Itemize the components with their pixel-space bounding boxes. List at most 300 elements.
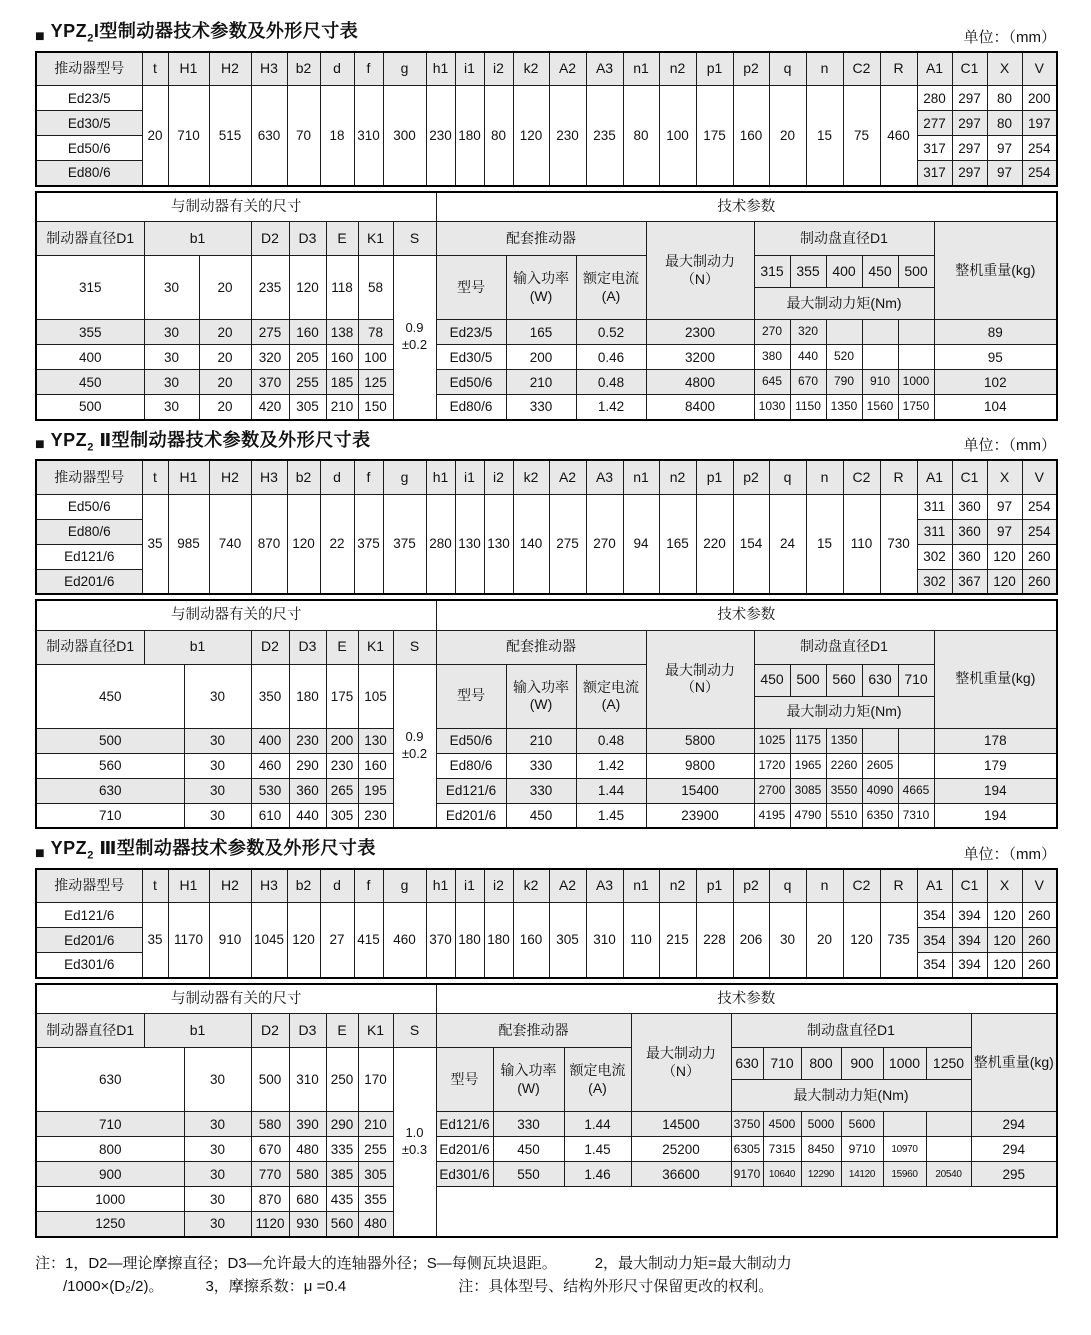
dim-value-cell: 460 [251, 753, 289, 778]
torque-cell: 14120 [841, 1162, 883, 1187]
shared-value-cell: 180 [455, 86, 484, 186]
column-header: A1 [917, 869, 952, 903]
column-header: H3 [251, 869, 287, 903]
dim-value-cell: 205 [289, 345, 326, 370]
model-cell: Ed80/6 [36, 161, 142, 186]
column-header: k2 [513, 52, 549, 86]
b1-cell: 30 [144, 345, 199, 370]
acxv-cell: 120 [987, 569, 1022, 594]
left-band-header: 与制动器有关的尺寸 [36, 984, 436, 1014]
b1-cell: 30 [184, 753, 251, 778]
acxv-cell: 260 [1022, 903, 1057, 928]
model-cell: Ed50/6 [36, 494, 142, 519]
header-line: ±0.2 [401, 337, 428, 353]
d1-cell: 710 [36, 803, 184, 828]
spec-header-row [36, 222, 1057, 256]
dim-value-cell: 160 [326, 345, 358, 370]
title-brand: YPZ [50, 21, 88, 41]
dim-value-cell: 420 [251, 395, 289, 420]
max-torque-header: 最大制动力矩(Nm) [754, 696, 934, 728]
shared-value-cell: 305 [549, 903, 586, 978]
shared-value-cell: 375 [354, 494, 383, 594]
note-text: 2，最大制动力矩=最大制动力 [594, 1254, 792, 1272]
d1-cell: 630 [36, 1048, 184, 1112]
force-cell: 5800 [646, 728, 754, 753]
section-header [35, 22, 1056, 45]
column-header: k2 [513, 460, 549, 494]
b1-cell: 30 [144, 320, 199, 345]
acxv-cell: 394 [952, 928, 987, 953]
torque-cell [898, 345, 934, 370]
torque-cell [898, 728, 934, 753]
column-header: i1 [455, 869, 484, 903]
acxv-cell: 354 [917, 928, 952, 953]
weight-header: 整机重量(kg) [971, 1014, 1057, 1112]
dim-value-cell: 870 [251, 1187, 289, 1212]
shared-value-cell: 20 [769, 86, 806, 186]
rated-current-header [576, 664, 646, 728]
column-header: C2 [843, 869, 880, 903]
note-text: 注：1，D2—理论摩擦直径；D3—允许最大的连轴器外径；S—每侧瓦块退距。 [35, 1254, 557, 1272]
column-header: b2 [287, 460, 320, 494]
torque-cell: 4790 [790, 803, 826, 828]
acxv-cell: 317 [917, 136, 952, 161]
force-cell: 4800 [646, 370, 754, 395]
torque-cell [883, 1112, 926, 1137]
shared-value-cell: 275 [549, 494, 586, 594]
disc-diameter-value-header: 710 [763, 1048, 801, 1080]
disc-diameter-value-header: 560 [826, 664, 862, 696]
shared-value-cell: 230 [426, 86, 455, 186]
disc-diameter-header: 制动盘直径D1 [754, 222, 934, 256]
torque-cell: 10970 [883, 1137, 926, 1162]
d1-cell: 710 [36, 1112, 184, 1137]
first-data-row [36, 664, 1057, 696]
title-brand: YPZ [50, 838, 88, 859]
s-gap-value-cell [393, 664, 436, 828]
section-title [51, 22, 359, 45]
power-cell: 450 [493, 1137, 564, 1162]
acxv-cell: 302 [917, 544, 952, 569]
shared-value-cell: 175 [696, 86, 733, 186]
shared-value-cell: 130 [484, 494, 513, 594]
shared-value-cell: 180 [455, 903, 484, 978]
data-row [36, 728, 1057, 753]
dim-value-cell: 138 [326, 320, 358, 345]
torque-cell: 2700 [754, 778, 790, 803]
acxv-cell: 360 [952, 519, 987, 544]
dim-value-cell: 160 [358, 753, 393, 778]
header-line: (A) [601, 696, 621, 713]
column-header: n [806, 869, 843, 903]
disc-diameter-value-header: 500 [790, 664, 826, 696]
dim-value-cell: 58 [358, 256, 393, 320]
torque-cell: 270 [754, 320, 790, 345]
max-torque-header: 最大制动力矩(Nm) [731, 1080, 971, 1112]
b1-cell: 20 [199, 256, 251, 320]
torque-cell [898, 753, 934, 778]
section-title [51, 431, 371, 454]
current-cell: 0.46 [576, 345, 646, 370]
column-header: f [354, 460, 383, 494]
column-header: X [987, 460, 1022, 494]
acxv-cell: 297 [952, 86, 987, 111]
disc-diameter-value-header: 400 [826, 256, 862, 288]
current-cell: 1.44 [564, 1112, 631, 1137]
matching-pusher-header: 配套推动器 [436, 1014, 631, 1048]
torque-cell: 9170 [731, 1162, 763, 1187]
dim-value-cell: 170 [358, 1048, 393, 1112]
model-row [36, 86, 1057, 111]
acxv-cell: 297 [952, 136, 987, 161]
dim-value-cell: 105 [358, 664, 393, 728]
dim-value-cell: 185 [326, 370, 358, 395]
shared-value-cell: 15 [806, 86, 843, 186]
shared-value-cell: 1045 [251, 903, 287, 978]
column-header: t [142, 869, 168, 903]
spec-table [35, 191, 1058, 421]
torque-cell: 4500 [763, 1112, 801, 1137]
spec-table [35, 599, 1058, 829]
column-header: p1 [696, 460, 733, 494]
current-cell: 0.48 [576, 728, 646, 753]
model-cell: Ed80/6 [36, 519, 142, 544]
shared-value-cell: 70 [287, 86, 320, 186]
note-line-2 [35, 1275, 1056, 1298]
column-header: q [769, 52, 806, 86]
column-header: R [880, 869, 917, 903]
footer-notes [35, 1252, 1056, 1299]
dim-value-cell: 390 [289, 1112, 326, 1137]
column-header: H1 [168, 460, 209, 494]
shared-value-cell: 110 [843, 494, 880, 594]
torque-cell: 15960 [883, 1162, 926, 1187]
dim-value-cell: 200 [326, 728, 358, 753]
shared-value-cell: 94 [623, 494, 659, 594]
data-row [36, 370, 1057, 395]
torque-cell: 9710 [841, 1137, 883, 1162]
d1-cell: 450 [36, 370, 144, 395]
shared-value-cell: 985 [168, 494, 209, 594]
dim-value-cell: 290 [289, 753, 326, 778]
shared-value-cell: 415 [354, 903, 383, 978]
title-rest: I型制动器技术参数及外形尺寸表 [93, 21, 359, 41]
torque-cell: 7315 [763, 1137, 801, 1162]
title-subscript: 2 [87, 32, 94, 45]
column-header: C1 [952, 460, 987, 494]
header-line: (W) [517, 1079, 540, 1096]
column-header: i2 [484, 869, 513, 903]
torque-cell: 7310 [898, 803, 934, 828]
weight-cell: 194 [934, 778, 1057, 803]
current-cell: 1.44 [576, 778, 646, 803]
header-line: ±0.3 [401, 1142, 428, 1158]
pusher-model-cell: Ed201/6 [436, 1137, 493, 1162]
dim-value-cell: 480 [358, 1212, 393, 1237]
disc-diameter-value-header: 630 [862, 664, 898, 696]
dim-value-cell: 500 [251, 1048, 289, 1112]
dim-value-cell: 385 [326, 1162, 358, 1187]
section-bullet-icon: ■ [35, 436, 45, 454]
dim-value-cell: 255 [289, 370, 326, 395]
acxv-cell: 394 [952, 953, 987, 978]
pusher-model-cell: Ed301/6 [436, 1162, 493, 1187]
d1-cell: 800 [36, 1137, 184, 1162]
torque-cell: 380 [754, 345, 790, 370]
column-header: d [320, 460, 354, 494]
note-text: 3，摩擦系数：μ =0.4 [205, 1278, 347, 1296]
pusher-model-cell: Ed201/6 [436, 803, 506, 828]
disc-diameter-header: 制动盘直径D1 [731, 1014, 971, 1048]
data-row [36, 1162, 1057, 1187]
shared-value-cell: 735 [880, 903, 917, 978]
disc-diameter-value-header: 710 [898, 664, 934, 696]
model-row [36, 903, 1057, 928]
torque-cell: 12290 [801, 1162, 841, 1187]
shared-value-cell: 215 [659, 903, 696, 978]
power-cell: 210 [506, 370, 576, 395]
column-header: A1 [917, 52, 952, 86]
power-cell: 330 [506, 778, 576, 803]
header-line: ±0.2 [401, 745, 428, 761]
column-header: H2 [209, 52, 251, 86]
d1-cell: 560 [36, 753, 184, 778]
torque-cell: 10640 [763, 1162, 801, 1187]
first-data-row [36, 1048, 1057, 1080]
shared-value-cell: 300 [383, 86, 426, 186]
b1-cell: 30 [144, 370, 199, 395]
column-header: A2 [549, 460, 586, 494]
shared-value-cell: 165 [659, 494, 696, 594]
shared-value-cell: 180 [484, 903, 513, 978]
d1-cell: 400 [36, 345, 144, 370]
table-body [36, 869, 1057, 978]
acxv-cell: 260 [1022, 928, 1057, 953]
torque-cell: 440 [790, 345, 826, 370]
acxv-cell: 277 [917, 111, 952, 136]
b1-cell: 20 [199, 370, 251, 395]
left-band-header: 与制动器有关的尺寸 [36, 600, 436, 630]
disc-diameter-header: 制动盘直径D1 [754, 630, 934, 664]
pusher-model-header: 型号 [436, 664, 506, 728]
pusher-model-cell: Ed23/5 [436, 320, 506, 345]
acxv-cell: 394 [952, 903, 987, 928]
column-header: q [769, 460, 806, 494]
shared-value-cell: 18 [320, 86, 354, 186]
dim-col-header: K1 [358, 1014, 393, 1048]
dim-value-cell: 230 [358, 803, 393, 828]
data-row [36, 1112, 1057, 1137]
b1-header: b1 [144, 630, 251, 664]
weight-cell: 294 [971, 1137, 1057, 1162]
shared-value-cell: 870 [251, 494, 287, 594]
torque-cell: 5000 [801, 1112, 841, 1137]
empty-region-cell [436, 1187, 1057, 1237]
column-header: A2 [549, 52, 586, 86]
column-header: n2 [659, 52, 696, 86]
torque-cell: 8450 [801, 1137, 841, 1162]
model-cell: Ed201/6 [36, 928, 142, 953]
header-line: 额定电流 [583, 270, 639, 287]
dim-value-cell: 310 [289, 1048, 326, 1112]
b1-cell: 30 [184, 1112, 251, 1137]
b1-cell: 30 [144, 256, 199, 320]
shared-value-cell: 24 [769, 494, 806, 594]
header-line: 1.0 [405, 1125, 424, 1141]
dim-value-cell: 180 [289, 664, 326, 728]
b1-cell: 30 [184, 778, 251, 803]
torque-cell: 4195 [754, 803, 790, 828]
shared-value-cell: 228 [696, 903, 733, 978]
column-header: A3 [586, 52, 623, 86]
dimensions-table [35, 51, 1058, 187]
acxv-cell: 302 [917, 569, 952, 594]
dim-value-cell: 210 [358, 1112, 393, 1137]
disc-diameter-value-header: 630 [731, 1048, 763, 1080]
dim-value-cell: 440 [289, 803, 326, 828]
dim-value-cell: 1120 [251, 1212, 289, 1237]
dimensions-table [35, 459, 1058, 595]
column-header: C1 [952, 869, 987, 903]
b1-header: b1 [144, 222, 251, 256]
column-header: V [1022, 52, 1057, 86]
acxv-cell: 254 [1022, 494, 1057, 519]
column-header: C1 [952, 52, 987, 86]
acxv-cell: 97 [987, 161, 1022, 186]
d1-cell: 500 [36, 728, 184, 753]
dimensions-table [35, 868, 1058, 979]
torque-cell: 1350 [826, 728, 862, 753]
header-line: 最大制动力 [646, 1045, 716, 1062]
torque-cell [826, 320, 862, 345]
header-line: 输入功率 [513, 270, 569, 287]
dim-col-header: D2 [251, 222, 289, 256]
torque-cell: 2605 [862, 753, 898, 778]
column-header: n2 [659, 460, 696, 494]
d1-cell: 1250 [36, 1212, 184, 1237]
shared-value-cell: 120 [287, 494, 320, 594]
header-line: 最大制动力 [665, 661, 735, 678]
torque-cell: 1000 [898, 370, 934, 395]
b1-cell: 30 [184, 1212, 251, 1237]
shared-value-cell: 460 [880, 86, 917, 186]
shared-value-cell: 740 [209, 494, 251, 594]
shared-value-cell: 80 [623, 86, 659, 186]
torque-cell: 670 [790, 370, 826, 395]
column-header: V [1022, 869, 1057, 903]
title-brand: YPZ [50, 429, 88, 450]
max-torque-header: 最大制动力矩(Nm) [754, 288, 934, 320]
force-cell: 8400 [646, 395, 754, 420]
brake-diameter-header: 制动器直径D1 [36, 222, 144, 256]
column-header: n2 [659, 869, 696, 903]
torque-cell: 2260 [826, 753, 862, 778]
acxv-cell: 80 [987, 86, 1022, 111]
b1-cell: 30 [184, 664, 251, 728]
header-line: 0.9 [405, 320, 424, 336]
model-cell: Ed121/6 [36, 544, 142, 569]
current-cell: 0.48 [576, 370, 646, 395]
dim-col-header: E [326, 222, 358, 256]
column-header: n1 [623, 52, 659, 86]
unit-label: 单位：（mm） [963, 845, 1056, 863]
torque-cell: 3750 [731, 1112, 763, 1137]
dim-value-cell: 610 [251, 803, 289, 828]
acxv-cell: 254 [1022, 136, 1057, 161]
disc-diameter-value-header: 450 [754, 664, 790, 696]
column-header: i1 [455, 460, 484, 494]
dim-col-header: E [326, 1014, 358, 1048]
shared-value-cell: 22 [320, 494, 354, 594]
acxv-cell: 354 [917, 953, 952, 978]
acxv-cell: 200 [1022, 86, 1057, 111]
dim-value-cell: 560 [326, 1212, 358, 1237]
dim-value-cell: 305 [289, 395, 326, 420]
dim-value-cell: 118 [326, 256, 358, 320]
dim-value-cell: 125 [358, 370, 393, 395]
model-cell: Ed30/5 [36, 111, 142, 136]
torque-cell [898, 320, 934, 345]
dim-value-cell: 670 [251, 1137, 289, 1162]
dim-value-cell: 210 [326, 395, 358, 420]
acxv-cell: 360 [952, 494, 987, 519]
shared-value-cell: 710 [168, 86, 209, 186]
d1-cell: 500 [36, 395, 144, 420]
current-cell: 1.42 [576, 395, 646, 420]
dim-value-cell: 230 [326, 753, 358, 778]
torque-cell: 1025 [754, 728, 790, 753]
weight-cell: 194 [934, 803, 1057, 828]
torque-cell [862, 728, 898, 753]
rated-current-header [564, 1048, 631, 1112]
table-body [36, 192, 1057, 420]
table-body [36, 52, 1057, 186]
header-line: (W) [529, 287, 553, 304]
pusher-model-cell: Ed30/5 [436, 345, 506, 370]
acxv-cell: 120 [987, 928, 1022, 953]
acxv-cell: 297 [952, 111, 987, 136]
column-header: i1 [455, 52, 484, 86]
current-cell: 1.45 [576, 803, 646, 828]
spec-table [35, 983, 1058, 1238]
model-cell: Ed23/5 [36, 86, 142, 111]
shared-value-cell: 27 [320, 903, 354, 978]
first-data-row [36, 256, 1057, 288]
s-gap-value-cell [393, 1048, 436, 1237]
acxv-cell: 254 [1022, 161, 1057, 186]
column-header: p2 [733, 869, 769, 903]
dim-value-cell: 130 [358, 728, 393, 753]
column-header: X [987, 52, 1022, 86]
torque-cell: 520 [826, 345, 862, 370]
torque-cell: 6305 [731, 1137, 763, 1162]
dim-value-cell: 435 [326, 1187, 358, 1212]
column-header: d [320, 869, 354, 903]
pusher-model-cell: Ed50/6 [436, 370, 506, 395]
weight-cell: 178 [934, 728, 1057, 753]
shared-value-cell: 110 [623, 903, 659, 978]
dim-value-cell: 78 [358, 320, 393, 345]
note-line-1 [35, 1252, 1056, 1275]
power-cell: 200 [506, 345, 576, 370]
left-band-header: 与制动器有关的尺寸 [36, 192, 436, 222]
acxv-cell: 260 [1022, 544, 1057, 569]
dim-value-cell: 120 [289, 256, 326, 320]
title-rest: Ⅱ型制动器技术参数及外形尺寸表 [93, 429, 371, 450]
dim-value-cell: 175 [326, 664, 358, 728]
current-cell: 0.52 [576, 320, 646, 345]
input-power-header [506, 256, 576, 320]
